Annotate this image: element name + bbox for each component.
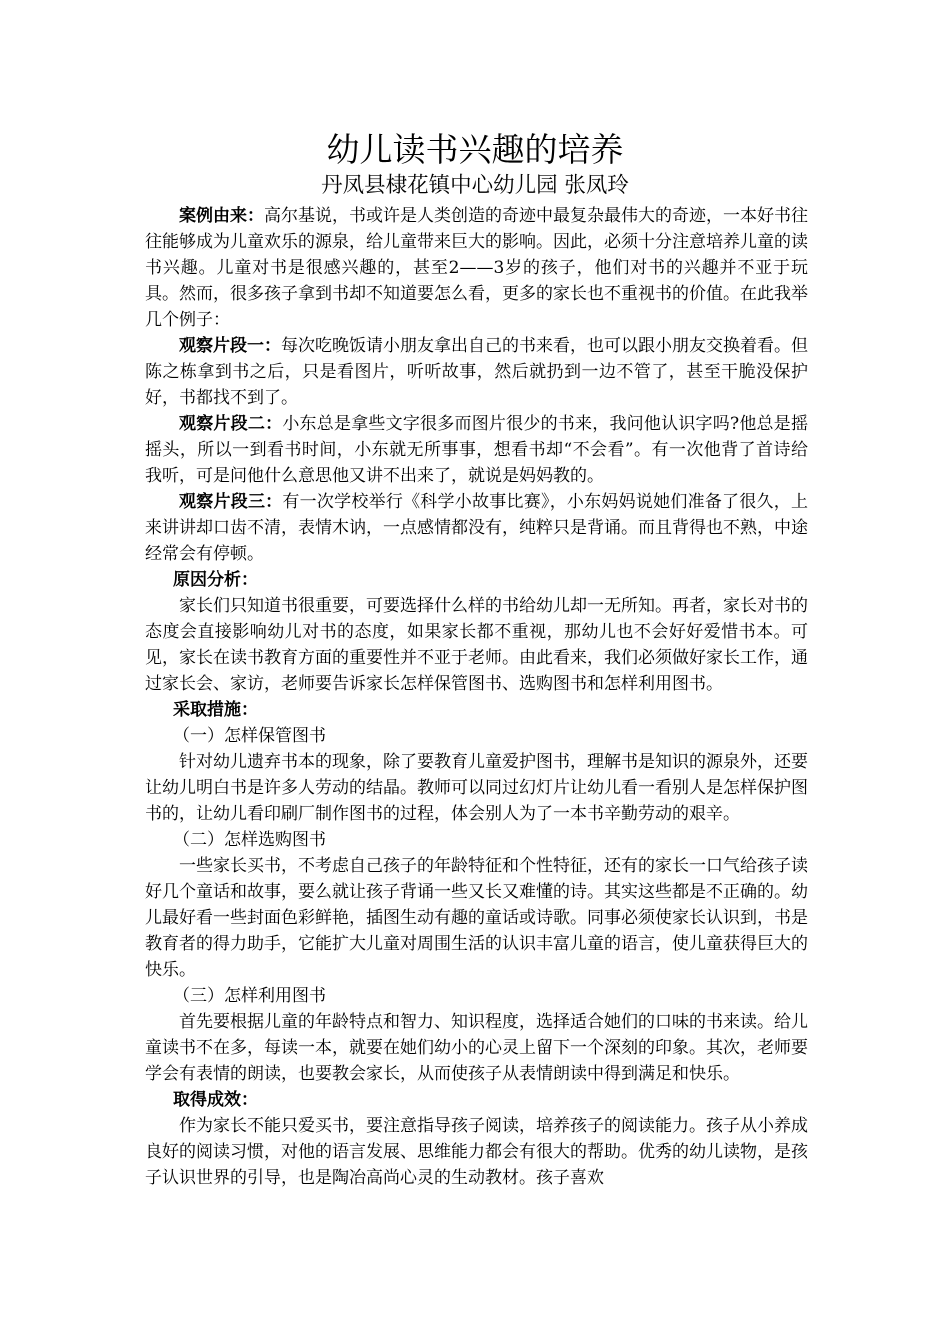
measure-title-3: （三）怎样利用图书 — [173, 986, 326, 1006]
results-heading: 取得成效： — [173, 1090, 258, 1110]
results-paragraph: 作为家长不能只爱买书，要注意指导孩子阅读，培养孩子的阅读能力。孩子从小养成良好的阅读习惯，对他的语言发展、思维能力都会有很大的帮助。优秀的幼儿读物，是孩子认识世界的引导，也是陶冶高尚心灵的生动教材。孩子喜欢 — [145, 1116, 808, 1188]
observation-paragraph-3 — [145, 489, 808, 567]
measure-paragraph-3: 首先要根据儿童的年龄特点和智力、知识程度，选择适合她们的口味的书来读。给儿童读书不在多，每读一本，就要在她们幼小的心灵上留下一个深刻的印象。其次，老师要学会有表情的朗读，也要教会家长，从而使孩子从表情朗读中得到满足和快乐。 — [145, 1012, 808, 1084]
document-title: 幼儿读书兴趣的培养 — [326, 130, 624, 169]
observation-label: 观察片段三： — [179, 492, 283, 512]
intro-label: 案例由来： — [179, 206, 264, 226]
document-subtitle: 丹凤县棣花镇中心幼儿园 张凤玲 — [321, 173, 629, 198]
observation-paragraph-2 — [145, 411, 808, 489]
observation-text: 有一次学校举行《科学小故事比赛》，小东妈妈说她们准备了很久，上来讲讲却口齿不清，表情木讷，一点感情都没有，纯粹只是背诵。而且背得也不熟，中途经常会有停顿。 — [145, 492, 809, 564]
observation-text: 小东总是拿些文字很多而图片很少的书来，我问他认识字吗?他总是摇摇头，所以一到看书时间，小东就无所事事，想看书却“不会看”。有一次他背了首诗给我听，可是问他什么意思他又讲不出来了，就说是妈妈教的。 — [145, 414, 808, 486]
observation-paragraph-1 — [145, 333, 808, 411]
observation-label: 观察片段二： — [179, 414, 283, 434]
measures-heading: 采取措施： — [173, 700, 258, 720]
intro-paragraph — [145, 203, 808, 333]
observation-text: 每次吃晚饭请小朋友拿出自己的书来看，也可以跟小朋友交换着看。但陈之栋拿到书之后，只是看图片，听听故事，然后就扔到一边不管了，甚至干脆没保护好，书都找不到了。 — [145, 336, 808, 408]
measure-title-2: （二）怎样选购图书 — [173, 830, 326, 850]
analysis-paragraph: 家长们只知道书很重要，可要选择什么样的书给幼儿却一无所知。再者，家长对书的态度会直接影响幼儿对书的态度，如果家长都不重视，那幼儿也不会好好爱惜书本。可见，家长在读书教育方面的重要性并不亚于老师。由此看来，我们必须做好家长工作，通过家长会、家访，老师要告诉家长怎样保管图书、选购图书和怎样利用图书。 — [145, 596, 808, 694]
measure-paragraph-1: 针对幼儿遗弃书本的现象，除了要教育儿童爱护图书，理解书是知识的源泉外，还要让幼儿明白书是许多人劳动的结晶。教师可以同过幻灯片让幼儿看一看别人是怎样保护图书的，让幼儿看印刷厂制作图书的过程，体会别人为了一本书辛勤劳动的艰辛。 — [145, 752, 808, 824]
document-body — [145, 203, 808, 1191]
intro-text: 高尔基说，书或许是人类创造的奇迹中最复杂最伟大的奇迹，一本好书往往能够成为儿童欢乐的源泉，给儿童带来巨大的影响。因此，必须十分注意培养儿童的读书兴趣。儿童对书是很感兴趣的，甚至2——3岁的孩子，他们对书的兴趣并不亚于玩具。然而，很多孩子拿到书却不知道要怎么看，更多的家长也不重视书的价值。在此我举几个例子： — [145, 206, 808, 330]
analysis-heading: 原因分析： — [173, 570, 258, 590]
measure-paragraph-2: 一些家长买书，不考虑自己孩子的年龄特征和个性特征，还有的家长一口气给孩子读好几个童话和故事，要么就让孩子背诵一些又长又难懂的诗。其实这些都是不正确的。幼儿最好看一些封面色彩鲜艳，插图生动有趣的童话或诗歌。同事必须使家长认识到，书是教育者的得力助手，它能扩大儿童对周围生活的认识丰富儿童的语言，使儿童获得巨大的快乐。 — [145, 856, 808, 980]
measure-title-1: （一）怎样保管图书 — [173, 726, 326, 746]
observation-label: 观察片段一： — [179, 336, 281, 356]
